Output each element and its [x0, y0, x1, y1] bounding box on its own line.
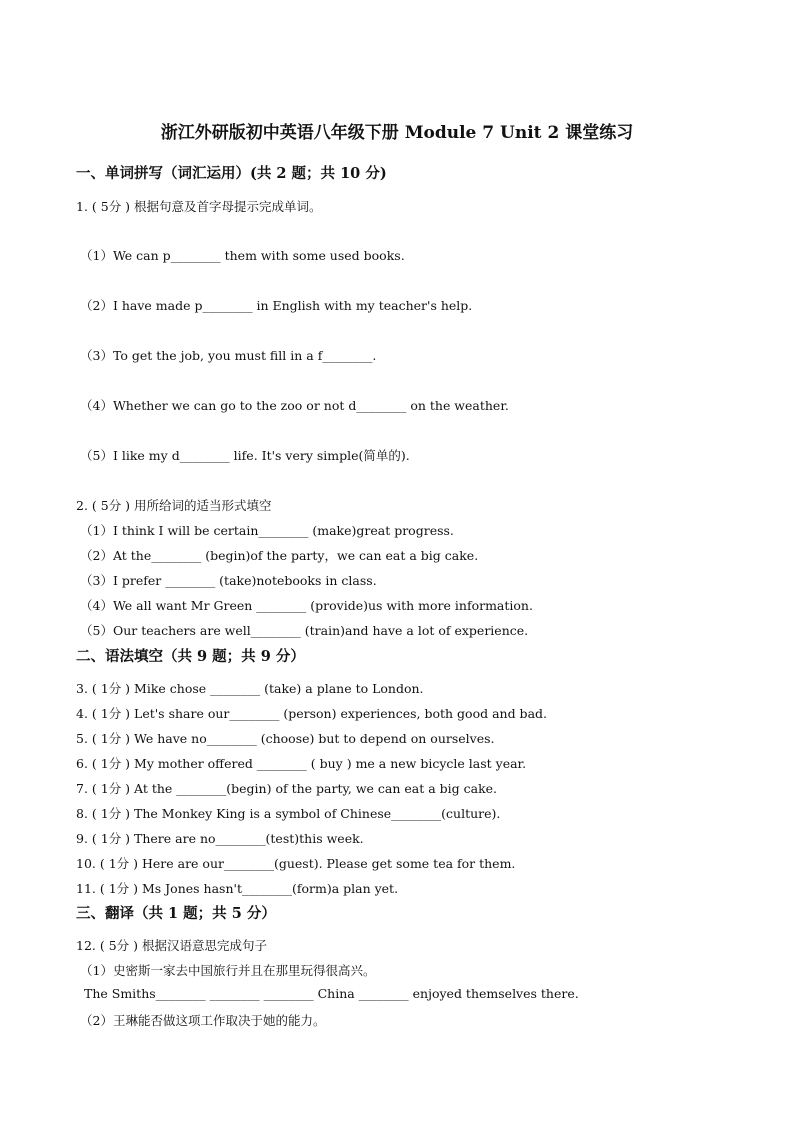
question-1-stem: 1. ( 5分 ) 根据句意及首字母提示完成单词。 [76, 199, 322, 214]
question-2-item: （2）At the________ (begin)of the party，we can eat a big cake. [80, 548, 479, 563]
question-1-item: （5）I like my d________ life. It's very simple(简单的). [80, 448, 410, 463]
section-heading-3: 三、翻译（共 1 题；共 5 分） [76, 905, 276, 922]
question-item: 4. ( 1分 ) Let's share our________ (person) experiences, both good and bad. [76, 706, 547, 721]
question-item: 6. ( 1分 ) My mother offered ________ ( buy ) me a new bicycle last year. [76, 756, 527, 771]
question-12-prompt: （2）王琳能否做这项工作取决于她的能力。 [80, 1013, 326, 1028]
question-2-item: （3）I prefer ________ (take)notebooks in class. [80, 573, 377, 588]
question-2-item: （4）We all want Mr Green ________ (provide)us with more information. [80, 598, 533, 613]
question-item: 8. ( 1分 ) The Monkey King is a symbol of Chinese________(culture). [76, 806, 501, 821]
question-1-item: （4）Whether we can go to the zoo or not d________ on the weather. [80, 398, 509, 413]
question-1-item: （1）We can p________ them with some used books. [80, 248, 405, 263]
question-1-item: （3）To get the job, you must fill in a f________. [80, 348, 377, 363]
question-2-stem: 2. ( 5分 ) 用所给词的适当形式填空 [76, 498, 272, 513]
question-item: 10. ( 1分 ) Here are our________(guest). Please get some tea for them. [76, 856, 516, 871]
question-1-item: （2）I have made p________ in English with my teacher's help. [80, 298, 473, 313]
question-item: 9. ( 1分 ) There are no________(test)this week. [76, 831, 364, 846]
question-12-stem: 12. ( 5分 ) 根据汉语意思完成句子 [76, 938, 267, 953]
question-12-answer-line: The Smiths________ ________ ________ China ________ enjoyed themselves there. [84, 986, 579, 1001]
question-2-item: （1）I think I will be certain________ (make)great progress. [80, 523, 454, 538]
question-item: 11. ( 1分 ) Ms Jones hasn't________(form)a plan yet. [76, 881, 399, 896]
question-item: 5. ( 1分 ) We have no________ (choose) but to depend on ourselves. [76, 731, 495, 746]
question-12-prompt: （1）史密斯一家去中国旅行并且在那里玩得很高兴。 [80, 963, 376, 978]
section-heading-2: 二、语法填空（共 9 题；共 9 分） [76, 648, 305, 665]
question-item: 3. ( 1分 ) Mike chose ________ (take) a plane to London. [76, 681, 424, 696]
section-heading-1: 一、单词拼写（词汇运用）(共 2 题；共 10 分) [76, 165, 387, 182]
question-item: 7. ( 1分 ) At the ________(begin) of the party, we can eat a big cake. [76, 781, 498, 796]
page-title: 浙江外研版初中英语八年级下册 Module 7 Unit 2 课堂练习 [160, 123, 634, 143]
question-2-item: （5）Our teachers are well________ (train)and have a lot of experience. [80, 623, 529, 638]
